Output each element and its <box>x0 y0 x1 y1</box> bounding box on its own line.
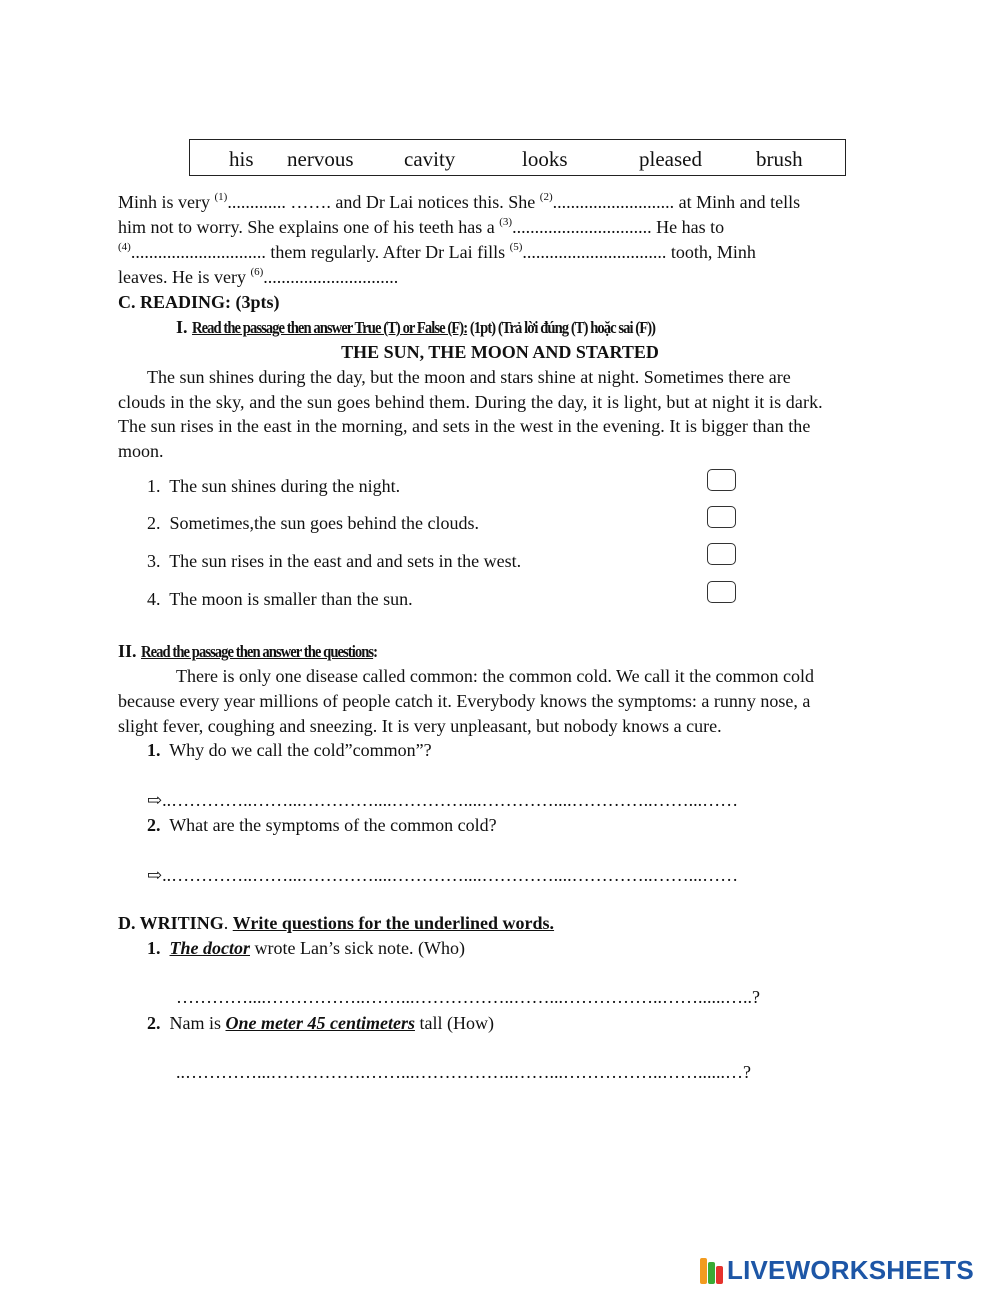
question: 1. Why do we call the cold”common”? <box>147 740 432 760</box>
liveworksheets-logo <box>700 1255 974 1285</box>
passage2-line: There is only one disease called common: the common cold. We call it the common cold <box>176 666 815 686</box>
tf-statement: 3. The sun rises in the east and and sets in the west. <box>147 551 522 571</box>
part2-instruction: II. Read the passage then answer the questions: <box>118 641 378 661</box>
writing-item: 2. Nam is One meter 45 centimeters tall (How) <box>147 1013 494 1033</box>
passage-title: THE SUN, THE MOON AND STARTED <box>341 342 659 362</box>
word-bank-item: looks <box>522 147 568 171</box>
tf-statement: 1. The sun shines during the night. <box>147 476 401 496</box>
arrow-icon: ⇨ <box>147 790 163 810</box>
tf-answer-box[interactable] <box>707 469 736 491</box>
blank-number: (3) <box>499 216 513 228</box>
underlined-phrase: The doctor <box>169 938 250 958</box>
reading-heading: C. READING: (3pts) <box>118 292 280 312</box>
answer-line[interactable]: ⇨..…………..……...…………....…………....…………....…………..……...…… <box>147 865 739 885</box>
word-bank-box <box>189 139 846 176</box>
writing-heading: D. WRITING. Write questions for the underlined words. <box>118 913 555 933</box>
cloze-line: Minh is very $^{(1)}$............. ……. and Dr Lai notices this. She $^{(2)}$........................... at Minh and tells <box>118 191 801 212</box>
answer-line[interactable]: ..…………...…………….……...……………..……...……………..……......…? <box>176 1062 751 1082</box>
blank-5[interactable]: ................................ tooth, Minh <box>522 242 756 262</box>
blank-4[interactable]: .............................. them regularly. After Dr Lai fills <box>130 242 510 262</box>
arrow-icon: ⇨ <box>147 865 163 885</box>
blank-number: (5) <box>509 241 523 253</box>
cloze-line: leaves. He is very $^{(6)}$.............................. <box>118 266 399 287</box>
blank-number: (6) <box>250 266 264 278</box>
answer-line[interactable]: ⇨..…………..……...…………....…………....…………....…………..……...…… <box>147 790 739 810</box>
word-bank-item: nervous <box>287 147 354 171</box>
logo-text: LIVEWORKSHEETS <box>727 1255 974 1285</box>
passage-line: clouds in the sky, and the sun goes behind them. During the day, it is light, but at night it is dark. <box>118 392 823 412</box>
blank-2[interactable]: ........................... at Minh and tells <box>552 192 801 212</box>
blank-3[interactable]: ............................... He has to <box>512 217 725 237</box>
cloze-line: him not to worry. She explains one of his teeth has a $^{(3)}$............................... He has to <box>118 216 725 237</box>
passage-line: moon. <box>118 441 164 461</box>
tf-answer-box[interactable] <box>707 506 736 528</box>
tf-statement: 2. Sometimes,the sun goes behind the clouds. <box>147 513 479 533</box>
tf-statement: 4. The moon is smaller than the sun. <box>147 589 413 609</box>
cloze-line <box>118 242 756 263</box>
question: 2. What are the symptoms of the common cold? <box>147 815 497 835</box>
part1-instruction: I. Read the passage then answer True (T) or False (F): (1pt) (Trả lời đúng (T) hoặc sai (F)) <box>176 317 656 337</box>
answer-line[interactable]: …………....……………..……...……………..……...……………..……......…..? <box>176 987 760 1007</box>
word-bank-item: cavity <box>404 147 456 171</box>
word-bank-item: pleased <box>639 147 702 171</box>
passage2-line: because every year millions of people catch it. Everybody knows the symptoms: a runny nose, a <box>118 691 811 711</box>
blank-6[interactable]: .............................. <box>263 267 399 287</box>
writing-item: 1. The doctor wrote Lan’s sick note. (Who) <box>147 938 465 958</box>
blank-number: (1) <box>214 191 228 203</box>
passage-line: The sun shines during the day, but the moon and stars shine at night. Sometimes there are <box>147 367 791 387</box>
passage2-line: slight fever, coughing and sneezing. It is very unpleasant, but nobody knows a cure. <box>118 716 722 736</box>
tf-answer-box[interactable] <box>707 581 736 603</box>
underlined-phrase: One meter 45 centimeters <box>225 1013 415 1033</box>
passage-line: The sun rises in the east in the morning, and sets in the west in the evening. It is bigger than the <box>118 416 811 436</box>
tf-answer-box[interactable] <box>707 543 736 565</box>
blank-number: (4) <box>118 241 131 253</box>
logo-icon <box>700 1258 724 1284</box>
word-bank-item: brush <box>756 147 803 171</box>
blank-1[interactable]: ............. ……. and Dr Lai notices this. She <box>227 192 540 212</box>
blank-number: (2) <box>539 191 553 203</box>
word-bank-item: his <box>229 147 254 171</box>
